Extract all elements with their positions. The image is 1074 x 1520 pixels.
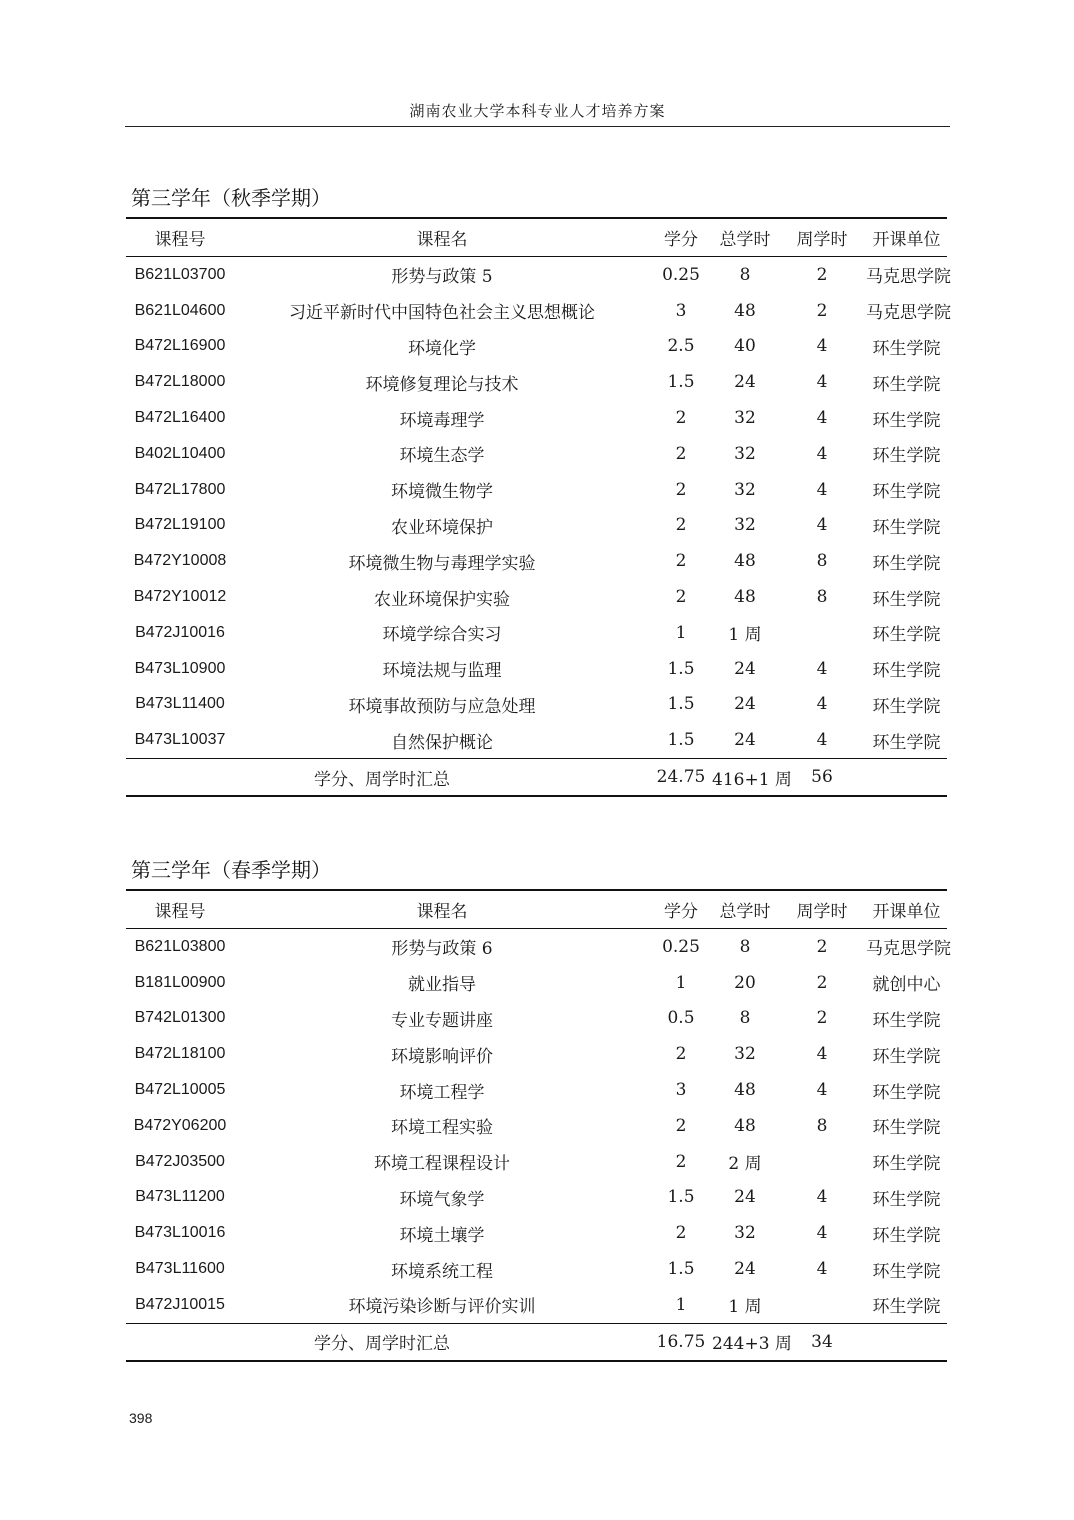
cell-hours: 32 <box>734 1223 756 1244</box>
cell-code: B472Y06200 <box>133 1116 227 1134</box>
cell-name: 环境生态学 <box>399 446 485 467</box>
cell-name: 习近平新时代中国特色社会主义思想概论 <box>289 303 595 324</box>
page-header <box>125 100 950 127</box>
cell-credit: 2 <box>675 1151 687 1172</box>
cell-unit: 环生学院 <box>872 1010 941 1031</box>
table-row <box>126 400 947 436</box>
table-row <box>126 1180 947 1216</box>
total-unit-empty <box>866 1323 947 1360</box>
cell-weekly: 2 <box>816 300 828 321</box>
total-credit: 16.75 <box>650 1323 712 1360</box>
cell-code: B472J10016 <box>135 623 225 641</box>
cell-credit: 2 <box>675 443 687 464</box>
cell-name: 环境工程学 <box>399 1082 485 1103</box>
cell-unit: 环生学院 <box>872 1297 941 1318</box>
cell-unit: 环生学院 <box>872 517 941 538</box>
cell-name: 环境毒理学 <box>399 410 485 431</box>
total-weekly: 56 <box>778 759 866 796</box>
cell-credit: 1 <box>675 622 687 643</box>
cell-name: 环境微生物学 <box>391 482 493 503</box>
table-row <box>126 965 947 1001</box>
table-row <box>126 651 947 687</box>
cell-name: 环境学综合实习 <box>382 625 502 646</box>
autumn-total-row <box>126 759 947 796</box>
table-row <box>126 364 947 400</box>
cell-code: B472J10015 <box>135 1295 225 1313</box>
cell-unit: 马克思学院 <box>866 303 951 324</box>
cell-hours: 32 <box>734 1044 756 1065</box>
cell-unit: 环生学院 <box>872 661 941 682</box>
cell-code: B472Y10008 <box>133 552 227 570</box>
column-header-credit: 学分 <box>650 218 712 257</box>
table-row <box>126 1036 947 1072</box>
table-row <box>126 329 947 365</box>
autumn-course-table <box>126 217 951 797</box>
cell-name: 就业指导 <box>408 975 476 996</box>
cell-code: B473L11200 <box>135 1188 225 1206</box>
cell-hours: 32 <box>734 408 756 429</box>
cell-unit: 环生学院 <box>872 374 941 395</box>
cell-credit: 2 <box>675 1223 687 1244</box>
cell-credit: 3 <box>675 300 687 321</box>
cell-code: B472L18100 <box>134 1045 226 1063</box>
column-header-hours: 总学时 <box>712 890 778 929</box>
cell-hours: 20 <box>734 972 756 993</box>
cell-hours: 48 <box>734 1080 756 1101</box>
cell-name: 环境土壤学 <box>399 1225 485 1246</box>
cell-name: 形势与政策 6 <box>391 939 493 960</box>
table-row <box>126 687 947 723</box>
page-number: 398 <box>129 1410 153 1426</box>
autumn-table-body <box>126 257 951 759</box>
cell-weekly <box>778 1287 866 1323</box>
cell-weekly: 2 <box>816 936 828 957</box>
table-row <box>126 436 947 472</box>
cell-name: 环境气象学 <box>399 1189 485 1210</box>
cell-unit: 环生学院 <box>872 1082 941 1103</box>
cell-weekly: 4 <box>816 730 828 751</box>
table-row <box>126 293 947 329</box>
total-credit: 24.75 <box>650 759 712 796</box>
cell-weekly: 4 <box>816 1044 828 1065</box>
cell-credit: 1.5 <box>667 1187 695 1208</box>
cell-code: B402L10400 <box>134 444 226 462</box>
cell-unit: 环生学院 <box>872 338 941 359</box>
spring-section-title: 第三学年（春季学期） <box>131 858 331 882</box>
cell-name: 自然保护概论 <box>391 732 493 753</box>
column-header-hours: 总学时 <box>712 218 778 257</box>
column-header-code: 课程号 <box>126 218 234 257</box>
cell-code: B472L16400 <box>134 409 226 427</box>
cell-code: B621L03800 <box>134 937 226 955</box>
spring-table-body <box>126 929 951 1324</box>
total-hours: 416+1 周 <box>712 759 778 796</box>
cell-name: 农业环境保护 <box>391 517 493 538</box>
table-row <box>126 1251 947 1287</box>
cell-code: B473L10016 <box>134 1224 226 1242</box>
cell-credit: 1 <box>675 1294 687 1315</box>
cell-hours: 48 <box>734 1115 756 1136</box>
cell-unit: 环生学院 <box>872 1046 941 1067</box>
cell-weekly: 8 <box>816 1115 828 1136</box>
cell-name: 形势与政策 5 <box>391 267 493 288</box>
table-row <box>126 508 947 544</box>
cell-credit: 1.5 <box>667 372 695 393</box>
cell-hours: 48 <box>734 551 756 572</box>
cell-unit: 环生学院 <box>872 1261 941 1282</box>
cell-weekly: 4 <box>816 408 828 429</box>
cell-credit: 2 <box>675 587 687 608</box>
cell-unit: 环生学院 <box>872 732 941 753</box>
cell-credit: 2 <box>675 551 687 572</box>
cell-unit: 马克思学院 <box>866 267 951 288</box>
cell-hours: 32 <box>734 479 756 500</box>
cell-code: B473L10037 <box>134 731 226 749</box>
column-header-weekly: 周学时 <box>778 890 866 929</box>
cell-hours: 48 <box>734 300 756 321</box>
cell-hours: 24 <box>734 694 756 715</box>
cell-code: B472J03500 <box>135 1152 225 1170</box>
cell-name: 环境法规与监理 <box>382 661 502 682</box>
cell-hours: 1 周 <box>728 625 762 646</box>
cell-credit: 1 <box>675 972 687 993</box>
cell-hours: 32 <box>734 515 756 536</box>
table-row <box>126 929 947 965</box>
cell-hours: 2 周 <box>728 1154 762 1175</box>
cell-hours: 24 <box>734 372 756 393</box>
cell-unit: 环生学院 <box>872 625 941 646</box>
cell-hours: 24 <box>734 658 756 679</box>
cell-weekly: 4 <box>816 479 828 500</box>
table-row <box>126 615 947 651</box>
cell-name: 环境工程课程设计 <box>374 1154 510 1175</box>
cell-weekly: 2 <box>816 264 828 285</box>
cell-weekly: 2 <box>816 1008 828 1029</box>
total-weekly: 34 <box>778 1323 866 1360</box>
cell-hours: 24 <box>734 730 756 751</box>
table-row <box>126 1072 947 1108</box>
column-header-weekly: 周学时 <box>778 218 866 257</box>
autumn-section-title: 第三学年（秋季学期） <box>131 186 331 210</box>
cell-weekly: 4 <box>816 1187 828 1208</box>
cell-code: B472L16900 <box>134 337 226 355</box>
cell-weekly: 4 <box>816 443 828 464</box>
cell-name: 环境化学 <box>408 338 476 359</box>
cell-code: B472L18000 <box>134 373 226 391</box>
cell-credit: 0.5 <box>667 1008 695 1029</box>
cell-code: B621L04600 <box>134 301 226 319</box>
cell-weekly: 4 <box>816 515 828 536</box>
cell-weekly: 4 <box>816 1080 828 1101</box>
cell-credit: 2 <box>675 479 687 500</box>
cell-weekly: 4 <box>816 1259 828 1280</box>
cell-unit: 环生学院 <box>872 696 941 717</box>
cell-unit: 就创中心 <box>872 975 941 996</box>
cell-unit: 马克思学院 <box>866 939 951 960</box>
column-header-name: 课程名 <box>234 890 650 929</box>
cell-name: 环境修复理论与技术 <box>365 374 519 395</box>
cell-name: 农业环境保护实验 <box>374 589 510 610</box>
cell-weekly: 4 <box>816 1223 828 1244</box>
cell-weekly: 4 <box>816 336 828 357</box>
cell-unit: 环生学院 <box>872 446 941 467</box>
cell-credit: 0.25 <box>662 936 700 957</box>
cell-credit: 2 <box>675 408 687 429</box>
table-row <box>126 257 947 293</box>
cell-code: B742L01300 <box>134 1009 226 1027</box>
cell-unit: 环生学院 <box>872 1154 941 1175</box>
cell-code: B621L03700 <box>134 265 226 283</box>
cell-hours: 32 <box>734 443 756 464</box>
table-row <box>126 1287 947 1323</box>
cell-hours: 24 <box>734 1187 756 1208</box>
table-row <box>126 1001 947 1037</box>
cell-unit: 环生学院 <box>872 553 941 574</box>
cell-credit: 1.5 <box>667 730 695 751</box>
cell-credit: 3 <box>675 1080 687 1101</box>
cell-name: 环境事故预防与应急处理 <box>348 696 536 717</box>
table-row <box>126 1215 947 1251</box>
table-row <box>126 722 947 758</box>
cell-code: B473L11400 <box>135 695 225 713</box>
column-header-unit: 开课单位 <box>866 218 947 257</box>
table-row <box>126 472 947 508</box>
cell-hours: 48 <box>734 587 756 608</box>
cell-credit: 2 <box>675 515 687 536</box>
cell-credit: 2.5 <box>667 336 695 357</box>
cell-name: 环境工程实验 <box>391 1118 493 1139</box>
cell-unit: 环生学院 <box>872 1225 941 1246</box>
cell-hours: 24 <box>734 1259 756 1280</box>
total-unit-empty <box>866 759 947 796</box>
cell-name: 环境影响评价 <box>391 1046 493 1067</box>
column-header-unit: 开课单位 <box>866 890 947 929</box>
spring-total-row <box>126 1323 947 1360</box>
table-header-row <box>126 218 947 257</box>
cell-hours: 8 <box>739 264 751 285</box>
cell-code: B472L17800 <box>134 480 226 498</box>
cell-unit: 环生学院 <box>872 1189 941 1210</box>
cell-weekly <box>778 615 866 651</box>
table-row <box>126 543 947 579</box>
page-header-title: 湖南农业大学本科专业人才培养方案 <box>409 102 666 120</box>
table-row <box>126 579 947 615</box>
cell-weekly: 4 <box>816 372 828 393</box>
cell-code: B473L10900 <box>134 659 226 677</box>
table-row <box>126 1108 947 1144</box>
column-header-credit: 学分 <box>650 890 712 929</box>
cell-hours: 8 <box>739 1008 751 1029</box>
column-header-code: 课程号 <box>126 890 234 929</box>
cell-weekly: 2 <box>816 972 828 993</box>
table-row <box>126 1144 947 1180</box>
cell-name: 环境微生物与毒理学实验 <box>348 553 536 574</box>
cell-code: B472L19100 <box>134 516 226 534</box>
table-header-row <box>126 890 947 929</box>
total-label: 学分、周学时汇总 <box>126 759 650 796</box>
cell-credit: 1.5 <box>667 658 695 679</box>
cell-code: B181L00900 <box>134 973 226 991</box>
column-header-name: 课程名 <box>234 218 650 257</box>
cell-weekly: 8 <box>816 587 828 608</box>
cell-weekly: 4 <box>816 694 828 715</box>
cell-hours: 8 <box>739 936 751 957</box>
cell-unit: 环生学院 <box>872 1118 941 1139</box>
cell-weekly: 4 <box>816 658 828 679</box>
cell-name: 环境系统工程 <box>391 1261 493 1282</box>
cell-credit: 0.25 <box>662 264 700 285</box>
cell-credit: 2 <box>675 1044 687 1065</box>
total-hours: 244+3 周 <box>712 1323 778 1360</box>
cell-credit: 1.5 <box>667 694 695 715</box>
total-label: 学分、周学时汇总 <box>126 1323 650 1360</box>
cell-weekly: 8 <box>816 551 828 572</box>
spring-course-table <box>126 889 951 1362</box>
cell-hours: 40 <box>734 336 756 357</box>
cell-name: 环境污染诊断与评价实训 <box>348 1297 536 1318</box>
cell-code: B472Y10012 <box>133 588 227 606</box>
cell-code: B473L11600 <box>135 1260 225 1278</box>
cell-unit: 环生学院 <box>872 589 941 610</box>
cell-weekly <box>778 1144 866 1180</box>
cell-unit: 环生学院 <box>872 482 941 503</box>
cell-unit: 环生学院 <box>872 410 941 431</box>
cell-credit: 2 <box>675 1115 687 1136</box>
cell-credit: 1.5 <box>667 1259 695 1280</box>
cell-code: B472L10005 <box>134 1081 226 1099</box>
cell-hours: 1 周 <box>728 1297 762 1318</box>
cell-name: 专业专题讲座 <box>391 1010 493 1031</box>
